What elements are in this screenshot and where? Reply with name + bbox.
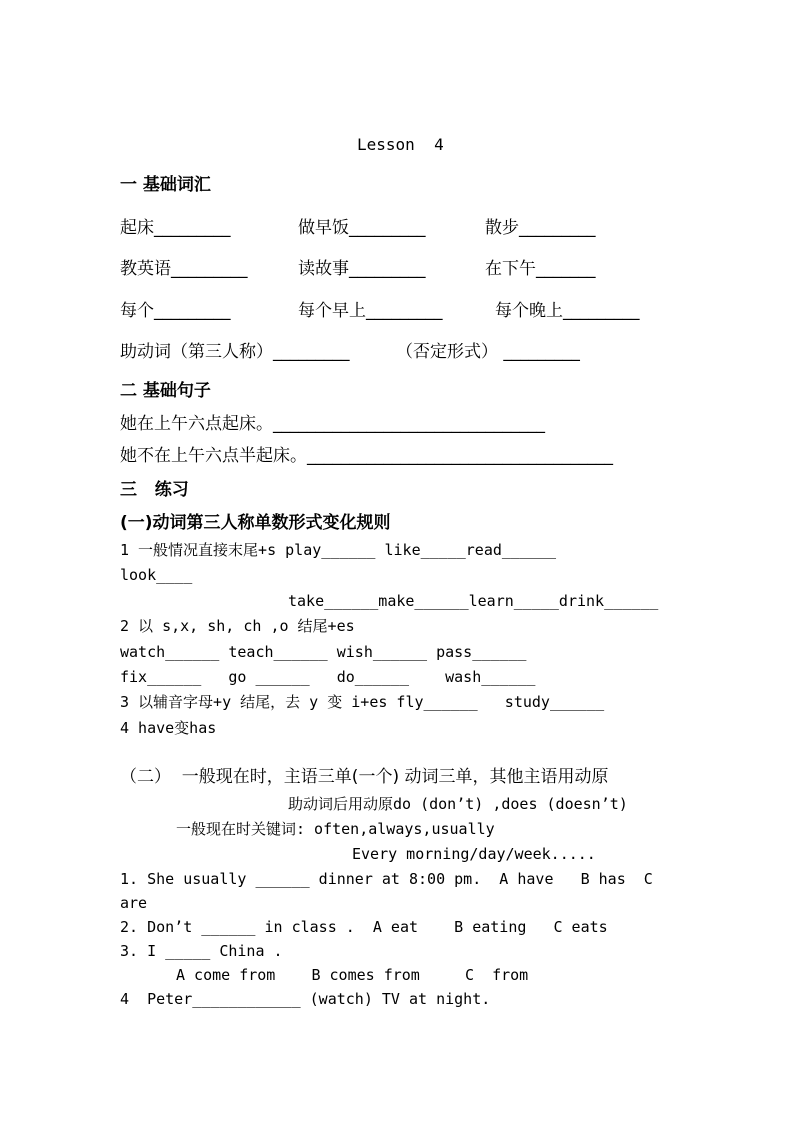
practice-heading: 三 练习 [120, 480, 189, 500]
vocab-item: 做早饭_________ [298, 218, 426, 238]
question-line: 3. I _____ China . [120, 942, 283, 960]
rule-line: watch______ teach______ wish______ pass______ [120, 643, 527, 661]
rule-line: fix______ go ______ do______ wash______ [120, 668, 536, 686]
vocab-item: 在下午_______ [485, 259, 596, 279]
vocab-item: 每个_________ [120, 301, 231, 321]
vocab-item: 每个晚上_________ [495, 301, 640, 321]
sentences-heading: 二 基础句子 [120, 381, 211, 401]
sentence-item: 她在上午六点起床。________________________________ [120, 414, 545, 434]
rule-line: 1 一般情况直接末尾+s play______ like_____read______ [120, 541, 557, 559]
grammar-line: 助动词后用动原do (don’t) ,does (doesn’t) [288, 795, 628, 813]
vocab-item: 起床_________ [120, 218, 231, 238]
vocab-heading: 一 基础词汇 [120, 175, 211, 195]
grammar-line: Every morning/day/week..... [352, 845, 596, 863]
rule-line: 3 以辅音字母+y 结尾，去 y 变 i+es fly______ study______ [120, 693, 605, 711]
lesson-title: Lesson 4 [357, 135, 444, 154]
question-line: 2. Don’t ______ in class . A eat B eating C eats [120, 918, 608, 936]
question-line: 4 Peter____________ (watch) TV at night. [120, 990, 491, 1008]
sentence-item: 她不在上午六点半起床。____________________________________ [120, 446, 613, 466]
vocab-item: （否定形式） _________ [396, 342, 580, 362]
rule-line: 4 have变has [120, 719, 217, 737]
rule-line: 2 以 s,x, sh, ch ,o 结尾+es [120, 617, 355, 635]
grammar-line: 一般现在时关键词: often,always,usually [176, 820, 495, 838]
vocab-item: 读故事_________ [298, 259, 426, 279]
question-line: A come from B comes from C from [176, 966, 529, 984]
vocab-item: 散步_________ [485, 218, 596, 238]
rule-line: look____ [120, 566, 193, 584]
vocab-item: 每个早上_________ [298, 301, 443, 321]
practice-subheading: (一)动词第三人称单数形式变化规则 [120, 513, 391, 533]
grammar-heading: （二） 一般现在时，主语三单(一个) 动词三单，其他主语用动原 [120, 767, 609, 787]
vocab-item: 教英语_________ [120, 259, 248, 279]
question-line: are [120, 894, 148, 912]
question-line: 1. She usually ______ dinner at 8:00 pm. A have B has C [120, 870, 653, 888]
rule-line: take______make______learn_____drink______ [288, 592, 659, 610]
vocab-item: 助动词（第三人称）_________ [120, 342, 350, 362]
